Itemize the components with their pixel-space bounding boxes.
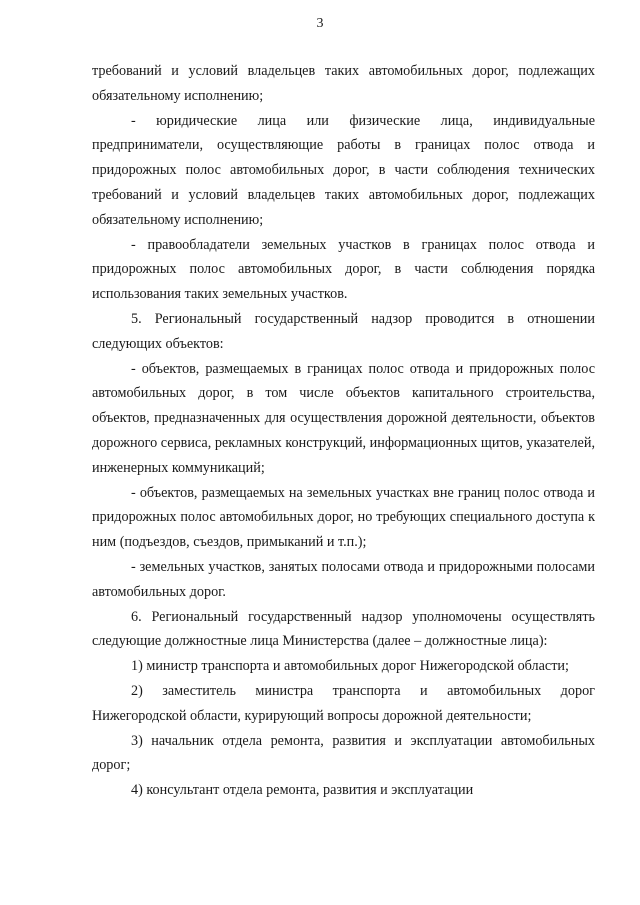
paragraph-12: 4) консультант отдела ремонта, развития и эксплуатации bbox=[131, 782, 474, 799]
paragraph-7: - земельных участков, занятых полосами отвода и придорожными полосами автомобильных дорог. bbox=[92, 558, 595, 600]
page-number: 3 bbox=[316, 16, 324, 31]
paragraph-6: - объектов, размещаемых на земельных участках вне границ полос отвода и придорожных полос автомобильных дорог, но требующих специального доступа к ним (подъездов, съездов, примыканий и т.п.); bbox=[92, 484, 595, 551]
paragraph-8: 6. Региональный государственный надзор уполномочены осуществлять следующие должностные лица Министерства (далее – должностные лица): bbox=[92, 608, 595, 650]
paragraph-5: - объектов, размещаемых в границах полос отвода и придорожных полос автомобильных дорог, в том числе объектов капитального строительства, объектов, предназначенных для осуществления дорожной деятельности, объектов дорожного сервиса, рекламных конструкций, информационных щитов, указателей, инженерных коммуникаций; bbox=[92, 360, 595, 476]
document-body bbox=[92, 59, 595, 803]
paragraph-1: требований и условий владельцев таких автомобильных дорог, подлежащих обязательному исполнению; bbox=[92, 63, 595, 104]
paragraph-11: 3) начальник отдела ремонта, развития и эксплуатации автомобильных дорог; bbox=[92, 732, 595, 774]
paragraph-9: 1) министр транспорта и автомобильных дорог Нижегородской области; bbox=[131, 658, 569, 675]
paragraph-4: 5. Региональный государственный надзор проводится в отношении следующих объектов: bbox=[92, 310, 595, 352]
paragraph-3: - правообладатели земельных участков в границах полос отвода и придорожных полос автомобильных дорог, в части соблюдения порядка использования таких земельных участков. bbox=[92, 236, 595, 303]
paragraph-10: 2) заместитель министра транспорта и автомобильных дорог Нижегородской области, курирующий вопросы дорожной деятельности; bbox=[92, 682, 595, 724]
paragraph-2: - юридические лица или физические лица, индивидуальные предприниматели, осуществляющие работы в границах полос отвода и придорожных полос автомобильных дорог, в части соблюдения технических требований и условий владельцев таких автомобильных дорог, подлежащих обязательному исполнению; bbox=[92, 112, 595, 228]
